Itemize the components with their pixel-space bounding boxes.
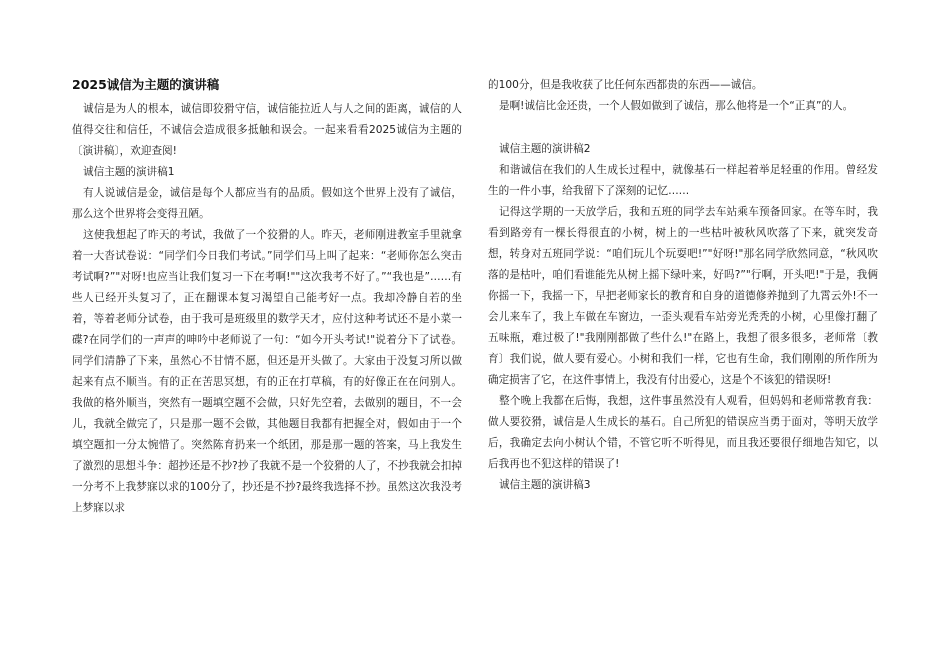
speech3-heading: 诚信主题的演讲稿3: [499, 479, 591, 491]
document-title: 2025诚信为主题的演讲稿: [72, 77, 220, 92]
section-gap: [488, 117, 878, 139]
speech1-paragraph-2: 这使我想起了昨天的考试，我做了一个狡猾的人。昨天，老师刚进教室手里就拿着一大沓试卷说：“同学们今日我们考试。”同学们马上叫了起来：“老师你怎么突击考试啊?”"对呀!也应当让我们复习一下在考啊!""这次我考不好了。”“我也是”……有些人已经开头复习了，正在翻课本复习渴望自己能考好一点。我却冷静自若的坐着，等着老师分试卷，由于我可是班级里的数学天才，应付这种考试还不是小菜一碟?在同学们的一声声的呻吟中老师说了一句：“如今开头考试!"说着分下了试卷。同学们清静了下来，虽然心不甘情不愿，但还是开头做了。大家由于没复习所以做起来有点不顺当。有的正在苦思冥想，有的正在打草稿，有的好像正在在问别人。我做的格外顺当，突然有一题填空题不会做，只好先空着，去做别的题目，不一会儿，我就全做完了，只是那一题不会做，其他题目我都有把握全对，假如由于一个填空题扣一分太惋惜了。突然陈育扔来一个纸团，那是那一题的答案，马上我发生了激烈的思想斗争：超抄还是不抄?抄了我就不是一个狡猾的人了，不抄我就会扣掉一分考不上我梦寐以求的100分了，抄还是不抄?最终我选择不抄。虽然这次我没考上梦寐以求: [72, 229, 462, 514]
intro-paragraph: 诚信是为人的根本，诚信即狡猾守信，诚信能拉近人与人之间的距离，诚信的人值得交往和信任，不诚信会造成很多抵触和误会。一起来看看2025诚信为主题的〔演讲稿〕，欢迎查阅!: [72, 103, 462, 157]
speech2-heading: 诚信主题的演讲稿2: [499, 143, 591, 155]
speech1-paragraph-1: 有人说诚信是金，诚信是每个人都应当有的品质。假如这个世界上没有了诚信，那么这个世界将会变得丑陋。: [72, 187, 462, 220]
left-column: [72, 75, 462, 519]
speech1-paragraph-2-continued: 的100分，但是我收获了比任何东西都贵的东西——诚信。: [488, 79, 763, 91]
right-column: [488, 75, 878, 496]
speech2-paragraph-3: 整个晚上我都在后悔，我想，这件事虽然没有人观看，但妈妈和老师常教育我：做人要狡猾，诚信是人生成长的基石。自己所犯的错误应当勇于面对，等明天放学后，我确定去向小树认个错，不管它听不听得见，而且我还要很仔细地告知它，以后我再也不犯这样的错误了!: [488, 395, 878, 470]
speech2-paragraph-2: 记得这学期的一天放学后，我和五班的同学去车站乘车预备回家。在等车时，我看到路旁有一棵长得很直的小树，树上的一些枯叶被秋风吹落了下来，就突发奇想，转身对五班同学说：“咱们玩儿个玩耍吧!”"好呀!"那名同学欣然同意，“秋风吹落的是枯叶，咱们看谁能先从树上摇下绿叶来，好吗?”"行啊，开头吧!"于是，我俩你摇一下，我摇一下，早把老师家长的教育和自身的道德修养抛到了九霄云外!不一会儿来车了，我上车做在车窗边，一歪头观看车站旁光秃秃的小树，心里像打翻了五味瓶，难过极了!"我刚刚都做了些什么!"在路上，我想了很多很多，老师常〔教育〕我们说，做人要有爱心。小树和我们一样，它也有生命，我们刚刚的所作所为确定损害了它，在这件事情上，我没有付出爱心，这是个不该犯的错误呀!: [488, 206, 878, 386]
speech1-paragraph-3: 是啊!诚信比金还贵，一个人假如做到了诚信，那么他将是一个“正真”的人。: [499, 100, 854, 112]
speech1-heading: 诚信主题的演讲稿1: [83, 166, 175, 178]
speech2-paragraph-1: 和谐诚信在我们的人生成长过程中，就像基石一样起着举足轻重的作用。曾经发生的一件小事，给我留下了深刻的记忆……: [488, 164, 878, 197]
